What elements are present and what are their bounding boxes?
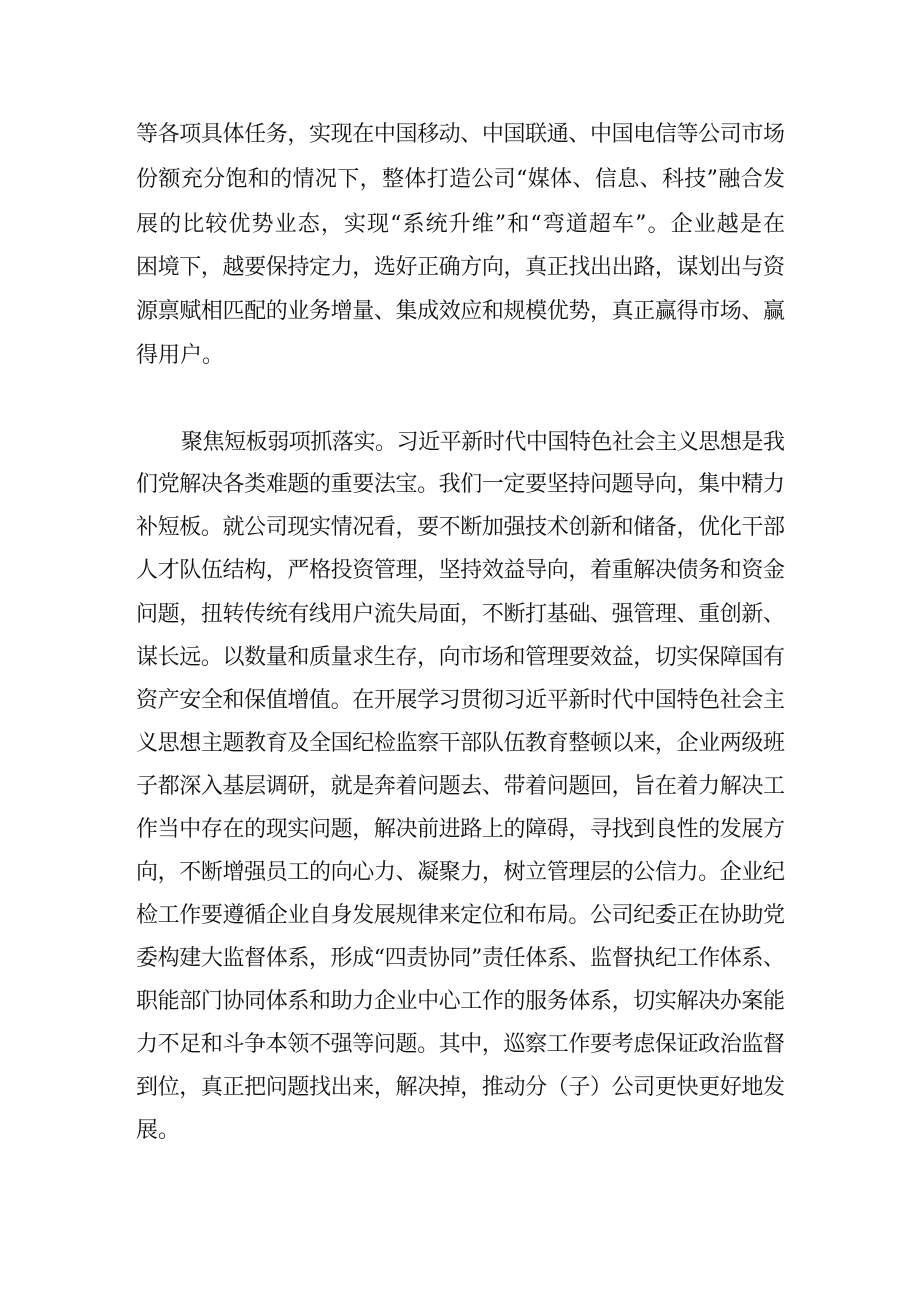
paragraph-2-line-11: 向，不断增强员工的向心力、凝聚力，树立管理层的公信力。企业纪 (136, 860, 785, 885)
paragraph-2-line-3: 补短板。就公司现实情况看，要不断加强技术创新和储备，优化干部 (136, 515, 785, 540)
paragraph-1-line-6: 得用户。 (136, 343, 225, 368)
paragraph-1-line-1: 等各项具体任务，实现在中国移动、中国联通、中国电信等公司市场 (136, 122, 785, 147)
paragraph-2-line-1: 聚焦短板弱项抓落实。习近平新时代中国特色社会主义思想是我 (181, 430, 785, 455)
paragraph-2-line-2: 们党解决各类难题的重要法宝。我们一定要坚持问题导向，集中精力 (136, 472, 785, 497)
paragraph-2-line-12: 检工作要遵循企业自身发展规律来定位和布局。公司纪委正在协助党 (136, 903, 785, 928)
paragraph-2-line-13: 委构建大监督体系，形成“四责协同”责任体系、监督执纪工作体系、 (136, 946, 785, 971)
paragraph-1-line-2: 份额充分饱和的情况下，整体打造公司“媒体、信息、科技”融合发 (136, 167, 786, 192)
paragraph-2-line-5: 问题，扭转传统有线用户流失局面，不断打基础、强管理、重创新、 (136, 602, 785, 627)
paragraph-1-line-5: 源禀赋相匹配的业务增量、集成效应和规模优势，真正赢得市场、赢 (136, 299, 785, 324)
paragraph-2-line-15: 力不足和斗争本领不强等问题。其中，巡察工作要考虑保证政治监督 (136, 1032, 785, 1057)
paragraph-2-line-10: 作当中存在的现实问题，解决前进路上的障碍，寻找到良性的发展方 (136, 817, 785, 842)
paragraph-2-line-14: 职能部门协同体系和助力企业中心工作的服务体系，切实解决办案能 (136, 989, 785, 1014)
paragraph-2-line-17: 展。 (136, 1118, 181, 1143)
paragraph-2-line-9: 子都深入基层调研，就是奔着问题去、带着问题回，旨在着力解决工 (136, 774, 785, 799)
paragraph-1-line-4: 困境下，越要保持定力，选好正确方向，真正找出出路，谋划出与资 (136, 255, 785, 280)
paragraph-2-line-4: 人才队伍结构，严格投资管理，坚持效益导向，着重解决债务和资金 (136, 558, 785, 583)
paragraph-2-line-7: 资产安全和保值增值。在开展学习贯彻习近平新时代中国特色社会主 (136, 688, 785, 713)
paragraph-2-line-16: 到位，真正把问题找出来，解决掉，推动分（子）公司更快更好地发 (136, 1075, 785, 1100)
paragraph-2-line-8: 义思想主题教育及全国纪检监察干部队伍教育整顿以来，企业两级班 (136, 731, 785, 756)
paragraph-1-line-3: 展的比较优势业态，实现“系统升维”和“弯道超车”。企业越是在 (136, 212, 787, 237)
paragraph-2-line-6: 谋长远。以数量和质量求生存，向市场和管理要效益，切实保障国有 (136, 645, 785, 670)
